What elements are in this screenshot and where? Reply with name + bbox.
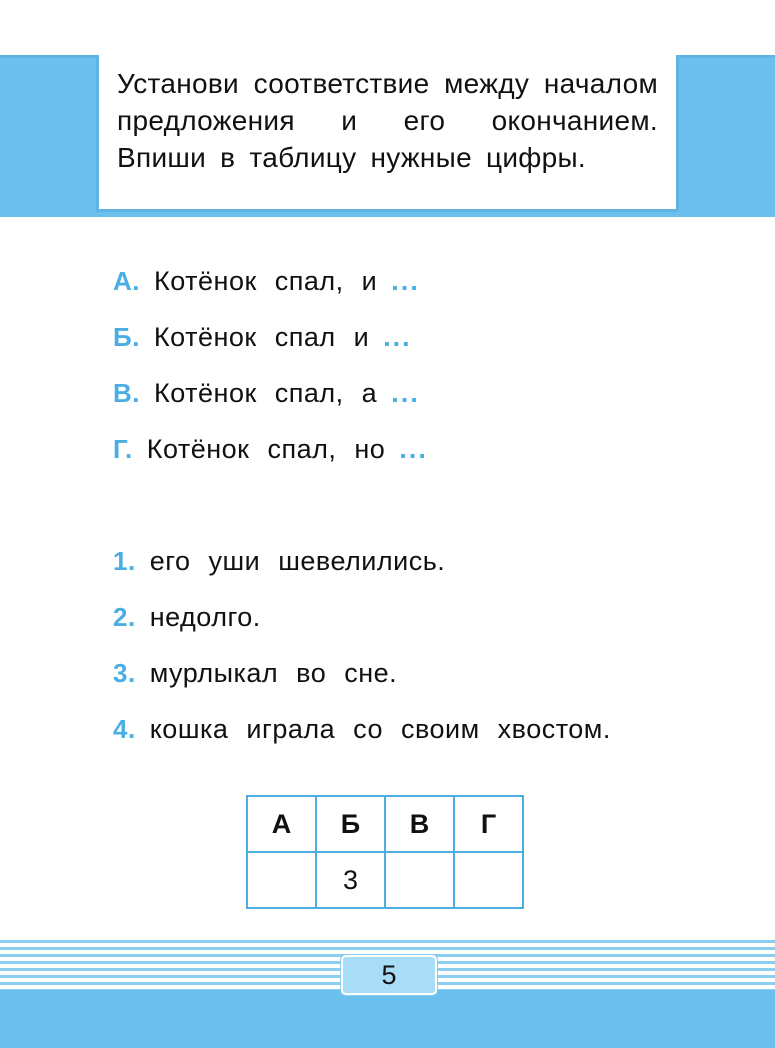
item-marker: 4. bbox=[113, 713, 136, 744]
item-marker: 3. bbox=[113, 657, 136, 688]
footer-band bbox=[0, 990, 775, 1048]
answer-header-cell: В bbox=[385, 796, 454, 852]
answer-header-row bbox=[247, 796, 523, 852]
item-text: кошка играла со своим хвостом. bbox=[149, 713, 611, 744]
list-item bbox=[113, 253, 428, 309]
page-number: 5 bbox=[341, 955, 437, 995]
item-marker: Б. bbox=[113, 321, 140, 352]
answer-cell[interactable] bbox=[247, 852, 316, 908]
ellipsis: ... bbox=[391, 265, 420, 296]
item-text: недолго. bbox=[149, 601, 261, 632]
task-box bbox=[96, 55, 679, 212]
item-text: его уши шевелились. bbox=[149, 545, 446, 576]
answer-header-cell: Г bbox=[454, 796, 523, 852]
answer-cell[interactable]: 3 bbox=[316, 852, 385, 908]
list-item bbox=[113, 533, 611, 589]
task-instruction: Установи соответствие между началом предложения и его окончанием. Впиши в таблицу нужные цифры. bbox=[117, 68, 658, 173]
answer-cell[interactable] bbox=[385, 852, 454, 908]
answer-cell[interactable] bbox=[454, 852, 523, 908]
item-marker: 2. bbox=[113, 601, 136, 632]
item-text: Котёнок спал, и bbox=[154, 265, 378, 296]
answer-table bbox=[246, 795, 524, 909]
sentence-beginnings-list bbox=[113, 253, 428, 477]
ellipsis: ... bbox=[391, 377, 420, 408]
item-marker: А. bbox=[113, 265, 140, 296]
item-marker: 1. bbox=[113, 545, 136, 576]
list-item bbox=[113, 309, 428, 365]
list-item bbox=[113, 421, 428, 477]
item-text: Котёнок спал и bbox=[153, 321, 370, 352]
sentence-endings-list bbox=[113, 533, 611, 757]
answer-header-cell: А bbox=[247, 796, 316, 852]
ellipsis: ... bbox=[399, 433, 428, 464]
list-item bbox=[113, 589, 611, 645]
answer-value-row bbox=[247, 852, 523, 908]
item-marker: Г. bbox=[113, 433, 133, 464]
item-marker: В. bbox=[113, 377, 140, 408]
ellipsis: ... bbox=[383, 321, 412, 352]
list-item bbox=[113, 365, 428, 421]
list-item bbox=[113, 645, 611, 701]
item-text: Котёнок спал, но bbox=[146, 433, 386, 464]
list-item bbox=[113, 701, 611, 757]
item-text: Котёнок спал, а bbox=[154, 377, 378, 408]
answer-header-cell: Б bbox=[316, 796, 385, 852]
item-text: мурлыкал во сне. bbox=[149, 657, 398, 688]
